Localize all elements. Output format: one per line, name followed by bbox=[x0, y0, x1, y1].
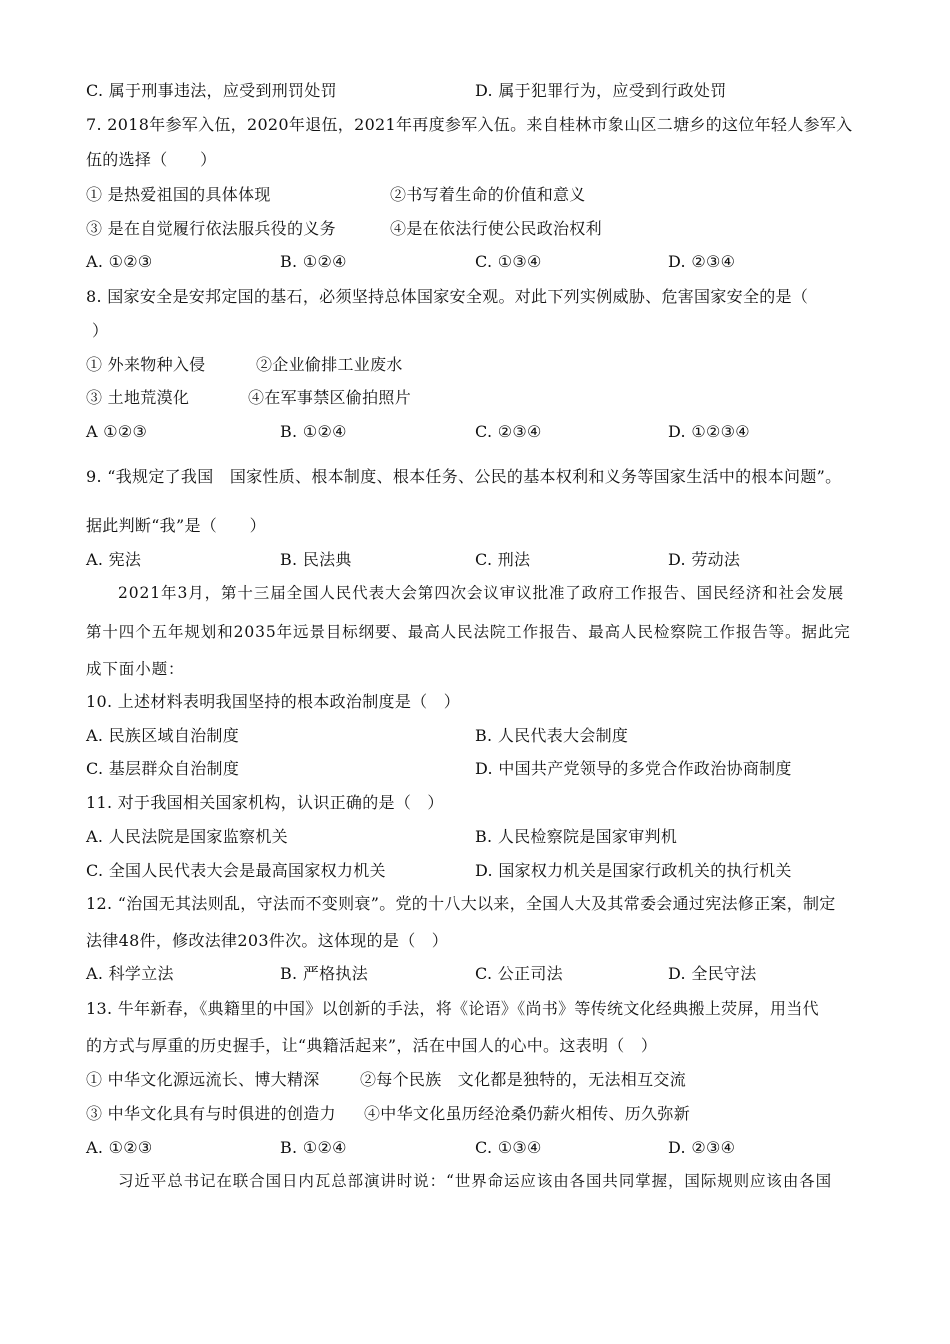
q13-stem-line1: 13. 牛年新春，《典籍里的中国》以创新的手法，将《论语》《尚书》等传统文化经典搬上荧屏，用当代 bbox=[86, 999, 819, 1018]
q13-statement-2: ②每个民族 文化都是独特的，无法相互交流 bbox=[360, 1070, 687, 1089]
q11-option-b: B. 人民检察院是国家审判机 bbox=[475, 827, 678, 846]
q10-option-d: D. 中国共产党领导的多党合作政治协商制度 bbox=[475, 759, 792, 778]
q7-option-c: C. ①③④ bbox=[475, 252, 542, 271]
q10-option-a: A. 民族区域自治制度 bbox=[86, 726, 240, 745]
q8-stem-line2: ） bbox=[92, 321, 109, 340]
q9-option-c: C. 刑法 bbox=[475, 550, 531, 569]
q9-option-b: B. 民法典 bbox=[280, 550, 352, 569]
q11-option-c: C. 全国人民代表大会是最高国家权力机关 bbox=[86, 861, 386, 880]
q13-stem-line2: 的方式与厚重的历史握手，让“典籍活起来”，活在中国人的心中。这表明（ ） bbox=[86, 1036, 658, 1055]
material1-line3: 成下面小题： bbox=[86, 660, 185, 678]
q8-statement-2: ②企业偷排工业废水 bbox=[256, 355, 403, 374]
q11-stem: 11. 对于我国相关国家机构，认识正确的是（ ） bbox=[86, 793, 444, 812]
q13-statement-4: ④中华文化虽历经沧桑仍薪火相传、历久弥新 bbox=[364, 1104, 691, 1123]
q8-statement-4: ④在军事禁区偷拍照片 bbox=[248, 388, 412, 407]
q9-stem-line1: 9. “我规定了我国 国家性质、根本制度、根本任务、公民的基本权利和义务等国家生活中的根本问题”。 bbox=[86, 467, 842, 486]
q10-option-b: B. 人民代表大会制度 bbox=[475, 726, 629, 745]
q6-option-c: C. 属于刑事违法，应受到刑罚处罚 bbox=[86, 81, 337, 100]
q8-statement-1: ① 外来物种入侵 bbox=[86, 355, 206, 374]
q12-stem-line2: 法律48件，修改法律203件次。这体现的是（ ） bbox=[86, 931, 449, 950]
q12-option-c: C. 公正司法 bbox=[475, 964, 563, 983]
q12-stem-line1: 12. “治国无其法则乱，守法而不变则衰”。党的十八大以来，全国人大及其常委会通过宪法修正案，制定 bbox=[86, 894, 836, 913]
q12-option-d: D. 全民守法 bbox=[668, 964, 757, 983]
q13-option-d: D. ②③④ bbox=[668, 1138, 736, 1157]
material1-line1: 2021年3月，第十三届全国人民代表大会第四次会议审议批准了政府工作报告、国民经济和社会发展 bbox=[118, 584, 845, 602]
q7-option-b: B. ①②④ bbox=[280, 252, 347, 271]
q13-statement-1: ① 中华文化源远流长、博大精深 bbox=[86, 1070, 320, 1089]
q7-statement-2: ②书写着生命的价值和意义 bbox=[390, 185, 586, 204]
q7-stem-line1: 7. 2018年参军入伍，2020年退伍，2021年再度参军入伍。来自桂林市象山区二塘乡的这位年轻人参军入 bbox=[86, 115, 853, 134]
q9-option-a: A. 宪法 bbox=[86, 550, 142, 569]
q12-option-a: A. 科学立法 bbox=[86, 964, 174, 983]
q13-option-b: B. ①②④ bbox=[280, 1138, 347, 1157]
q7-option-d: D. ②③④ bbox=[668, 252, 736, 271]
material1-line2: 第十四个五年规划和2035年远景目标纲要、最高人民法院工作报告、最高人民检察院工作报告等。据此完 bbox=[86, 623, 851, 641]
q13-statement-3: ③ 中华文化具有与时俱进的创造力 bbox=[86, 1104, 336, 1123]
q12-option-b: B. 严格执法 bbox=[280, 964, 369, 983]
q8-stem-line1: 8. 国家安全是安邦定国的基石，必须坚持总体国家安全观。对此下列实例威胁、危害国家安全的是（ bbox=[86, 287, 809, 306]
q9-stem-line2: 据此判断“我”是（ ） bbox=[86, 516, 266, 535]
q7-statement-3: ③ 是在自觉履行依法服兵役的义务 bbox=[86, 219, 336, 238]
q8-option-d: D. ①②③④ bbox=[668, 422, 750, 441]
q7-statement-1: ① 是热爱祖国的具体体现 bbox=[86, 185, 271, 204]
q7-statement-4: ④是在依法行使公民政治权利 bbox=[390, 219, 602, 238]
q11-option-d: D. 国家权力机关是国家行政机关的执行机关 bbox=[475, 861, 792, 880]
q10-stem: 10. 上述材料表明我国坚持的根本政治制度是（ ） bbox=[86, 692, 461, 711]
q9-option-d: D. 劳动法 bbox=[668, 550, 741, 569]
q10-option-c: C. 基层群众自治制度 bbox=[86, 759, 240, 778]
material2-line1: 习近平总书记在联合国日内瓦总部演讲时说：“世界命运应该由各国共同掌握，国际规则应该由各国 bbox=[118, 1172, 833, 1190]
q11-option-a: A. 人民法院是国家监察机关 bbox=[86, 827, 288, 846]
q13-option-a: A. ①②③ bbox=[86, 1138, 153, 1157]
q6-option-d: D. 属于犯罪行为，应受到行政处罚 bbox=[475, 81, 727, 100]
q13-option-c: C. ①③④ bbox=[475, 1138, 542, 1157]
q7-stem-line2: 伍的选择（ ） bbox=[86, 150, 217, 169]
q8-option-b: B. ①②④ bbox=[280, 422, 347, 441]
q7-option-a: A. ①②③ bbox=[86, 252, 153, 271]
q8-option-a: A ①②③ bbox=[86, 422, 148, 441]
q8-option-c: C. ②③④ bbox=[475, 422, 542, 441]
q8-statement-3: ③ 土地荒漠化 bbox=[86, 388, 190, 407]
